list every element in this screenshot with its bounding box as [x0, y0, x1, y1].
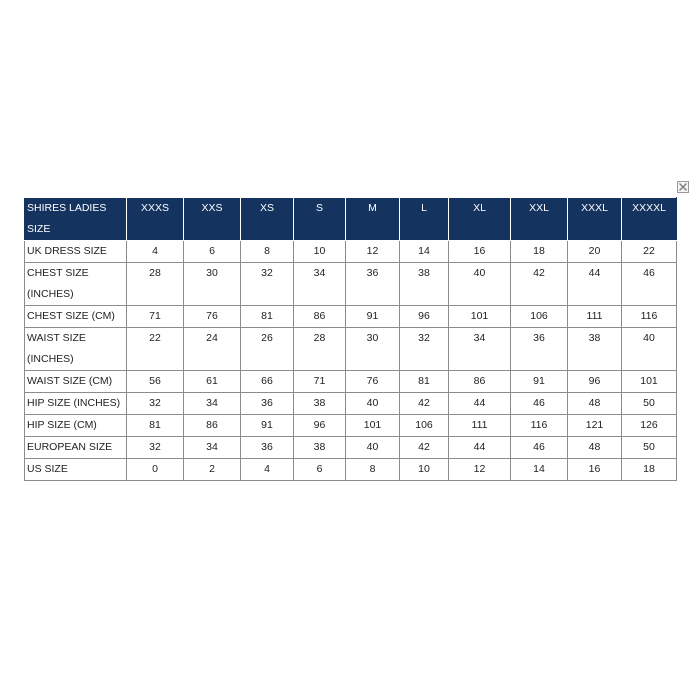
table-cell: 36 [511, 328, 568, 371]
table-cell: 126 [622, 415, 677, 437]
table-cell: 42 [511, 263, 568, 306]
table-cell: 50 [622, 393, 677, 415]
table-cell: 34 [184, 393, 241, 415]
table-cell: 71 [294, 371, 346, 393]
table-cell: 50 [622, 437, 677, 459]
table-cell: 76 [184, 306, 241, 328]
header-label: SHIRES LADIES SIZE [25, 198, 127, 241]
row-label: EUROPEAN SIZE [25, 437, 127, 459]
row-label: CHEST SIZE (INCHES) [25, 263, 127, 306]
table-cell: 6 [184, 241, 241, 263]
table-cell: 6 [294, 459, 346, 481]
table-row [25, 328, 677, 371]
table-cell: 12 [346, 241, 400, 263]
table-cell: 36 [241, 393, 294, 415]
table-cell: 16 [449, 241, 511, 263]
table-cell: 111 [568, 306, 622, 328]
table-cell: 121 [568, 415, 622, 437]
table-cell: 46 [622, 263, 677, 306]
table-cell: 18 [622, 459, 677, 481]
table-cell: 96 [400, 306, 449, 328]
table-cell: 81 [127, 415, 184, 437]
table-cell: 38 [400, 263, 449, 306]
table-cell: 12 [449, 459, 511, 481]
table-cell: 32 [241, 263, 294, 306]
table-body [25, 241, 677, 481]
table-cell: 38 [294, 393, 346, 415]
table-cell: 4 [241, 459, 294, 481]
table-cell: 36 [241, 437, 294, 459]
table-cell: 30 [346, 328, 400, 371]
table-cell: 44 [568, 263, 622, 306]
table-cell: 32 [127, 437, 184, 459]
table-cell: 116 [511, 415, 568, 437]
table-cell: 101 [346, 415, 400, 437]
table-cell: 28 [127, 263, 184, 306]
table-cell: 22 [127, 328, 184, 371]
table-cell: 34 [449, 328, 511, 371]
table-cell: 42 [400, 437, 449, 459]
table-cell: 81 [241, 306, 294, 328]
header-size-cell: S [294, 198, 346, 241]
table-cell: 34 [184, 437, 241, 459]
row-label: UK DRESS SIZE [25, 241, 127, 263]
table-cell: 116 [622, 306, 677, 328]
header-size-cell: L [400, 198, 449, 241]
header-size-cell: XXXXL [622, 198, 677, 241]
table-cell: 36 [346, 263, 400, 306]
header-size-cell: XS [241, 198, 294, 241]
table-header-row [25, 198, 677, 241]
table-cell: 66 [241, 371, 294, 393]
table-cell: 8 [346, 459, 400, 481]
table-cell: 40 [449, 263, 511, 306]
table-cell: 20 [568, 241, 622, 263]
header-size-cell: XXXS [127, 198, 184, 241]
header-size-cell: XL [449, 198, 511, 241]
table-row [25, 437, 677, 459]
table-cell: 8 [241, 241, 294, 263]
table-cell: 106 [400, 415, 449, 437]
size-chart-table [24, 197, 677, 481]
table-cell: 28 [294, 328, 346, 371]
close-button[interactable] [677, 181, 689, 193]
table-cell: 46 [511, 393, 568, 415]
table-cell: 61 [184, 371, 241, 393]
table-cell: 101 [449, 306, 511, 328]
row-label: WAIST SIZE (CM) [25, 371, 127, 393]
table-cell: 91 [241, 415, 294, 437]
table-cell: 22 [622, 241, 677, 263]
table-cell: 38 [294, 437, 346, 459]
table-cell: 48 [568, 437, 622, 459]
table-cell: 96 [568, 371, 622, 393]
table-cell: 42 [400, 393, 449, 415]
table-cell: 4 [127, 241, 184, 263]
header-size-cell: XXL [511, 198, 568, 241]
table-cell: 48 [568, 393, 622, 415]
table-cell: 10 [294, 241, 346, 263]
table-cell: 86 [184, 415, 241, 437]
table-cell: 44 [449, 393, 511, 415]
table-row [25, 263, 677, 306]
table-row [25, 241, 677, 263]
table-cell: 2 [184, 459, 241, 481]
table-cell: 32 [127, 393, 184, 415]
header-size-cell: XXS [184, 198, 241, 241]
table-cell: 101 [622, 371, 677, 393]
table-cell: 46 [511, 437, 568, 459]
table-cell: 81 [400, 371, 449, 393]
table-cell: 76 [346, 371, 400, 393]
table-cell: 56 [127, 371, 184, 393]
table-cell: 26 [241, 328, 294, 371]
row-label: US SIZE [25, 459, 127, 481]
row-label: HIP SIZE (CM) [25, 415, 127, 437]
table-cell: 71 [127, 306, 184, 328]
table-cell: 32 [400, 328, 449, 371]
table-cell: 16 [568, 459, 622, 481]
table-cell: 86 [449, 371, 511, 393]
table-row [25, 459, 677, 481]
table-cell: 38 [568, 328, 622, 371]
table-cell: 40 [346, 437, 400, 459]
table-row [25, 393, 677, 415]
table-cell: 91 [511, 371, 568, 393]
row-label: CHEST SIZE (CM) [25, 306, 127, 328]
table-cell: 86 [294, 306, 346, 328]
table-cell: 10 [400, 459, 449, 481]
table-cell: 106 [511, 306, 568, 328]
table-row [25, 415, 677, 437]
table-cell: 34 [294, 263, 346, 306]
table-cell: 111 [449, 415, 511, 437]
header-size-cell: XXXL [568, 198, 622, 241]
row-label: WAIST SIZE (INCHES) [25, 328, 127, 371]
header-size-cell: M [346, 198, 400, 241]
table-cell: 40 [622, 328, 677, 371]
table-cell: 40 [346, 393, 400, 415]
table-cell: 14 [511, 459, 568, 481]
table-cell: 91 [346, 306, 400, 328]
table-cell: 14 [400, 241, 449, 263]
row-label: HIP SIZE (INCHES) [25, 393, 127, 415]
table-cell: 0 [127, 459, 184, 481]
table-cell: 44 [449, 437, 511, 459]
table-row [25, 371, 677, 393]
close-icon [678, 182, 688, 192]
table-cell: 18 [511, 241, 568, 263]
table-cell: 30 [184, 263, 241, 306]
table-row [25, 306, 677, 328]
table-cell: 96 [294, 415, 346, 437]
table-cell: 24 [184, 328, 241, 371]
